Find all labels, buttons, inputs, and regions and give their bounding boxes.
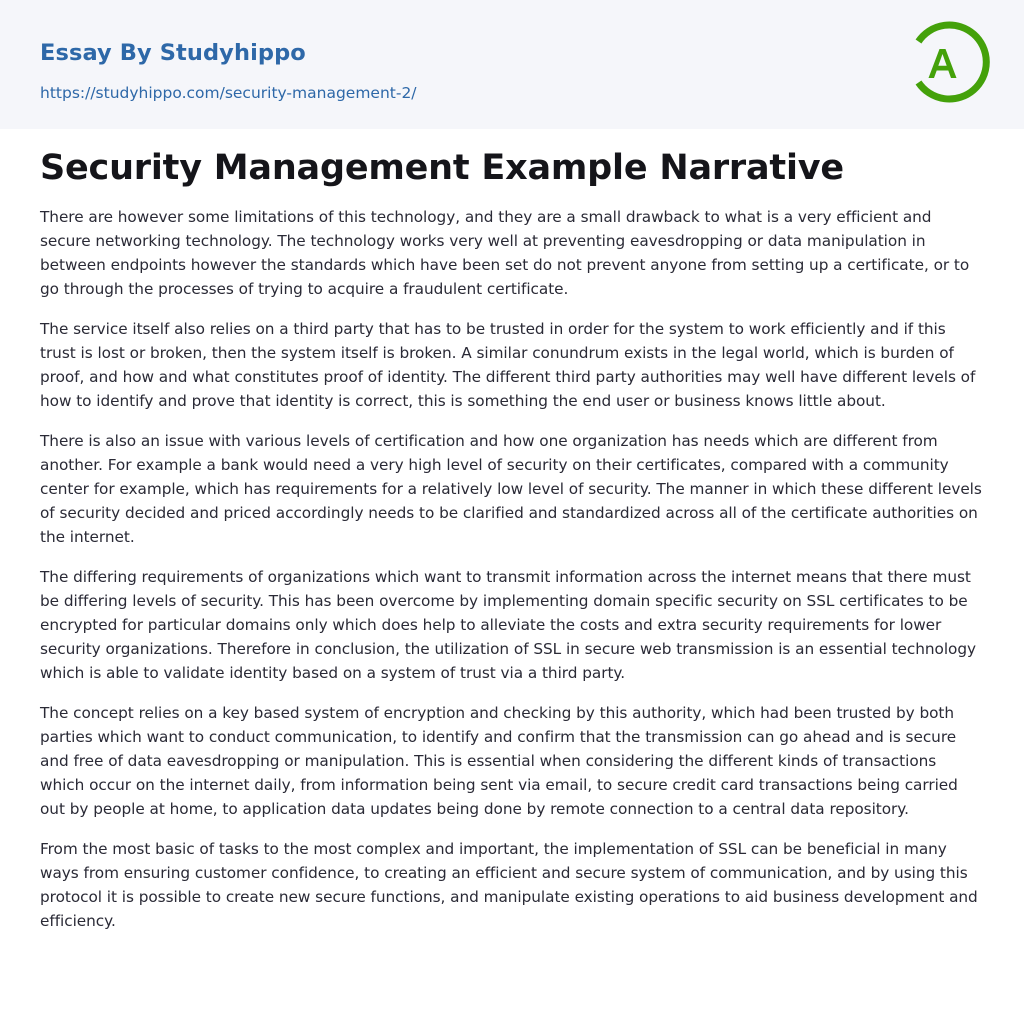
- essay-paragraph: The concept relies on a key based system of encryption and checking by this authority, which had been trusted by both parties which want to conduct communication, to identify and confirm that the transmission can go ahead and is secure and free of data eavesdropping or manipulation. This is essential when considering the different kinds of transactions which occur on the internet daily, from information being sent via email, to secure credit card transactions being carried out by people at home, to application data updates being done by remote connection to a central data repository.: [40, 704, 958, 818]
- site-title: Essay By Studyhippo: [40, 40, 306, 66]
- essay-paragraph: The differing requirements of organizations which want to transmit information across the internet means that there must be differing levels of security. This has been overcome by implementing domain specific security on SSL certificates to be encrypted for particular domains only which does help to alleviate the costs and extra security requirements for lower security organizations. Therefore in conclusion, the utilization of SSL in secure web transmission is an essential technology which is able to validate identity based on a system of trust via a third party.: [40, 568, 977, 682]
- page-title: Security Management Example Narrative: [40, 148, 844, 188]
- essay-paragraph: There are however some limitations of this technology, and they are a small drawback to what is a very efficient and secure networking technology. The technology works very well at preventing eavesdropping or data manipulation in between endpoints however the standards which have been set do not prevent anyone from setting up a certificate, or to go through the processes of trying to acquire a fraudulent certificate.: [40, 208, 970, 298]
- studyhippo-logo-icon[interactable]: [906, 17, 992, 107]
- essay-paragraph: From the most basic of tasks to the most complex and important, the implementation of SSL can be beneficial in many ways from ensuring customer confidence, to creating an efficient and secure system of communication, and by using this protocol it is possible to create new secure functions, and manipulate existing operations to aid business development and efficiency.: [40, 840, 978, 930]
- essay-url-link[interactable]: https://studyhippo.com/security-management-2/: [40, 84, 417, 102]
- essay-content: [0, 129, 1024, 933]
- site-header: [0, 0, 1024, 129]
- essay-paragraph: The service itself also relies on a third party that has to be trusted in order for the system to work efficiently and if this trust is lost or broken, then the system itself is broken. A similar conundrum exists in the legal world, which is burden of proof, and how and what constitutes proof of identity. The different third party authorities may well have different levels of how to identify and prove that identity is correct, this is something the end user or business knows little about.: [40, 320, 976, 410]
- essay-paragraph: There is also an issue with various levels of certification and how one organization has needs which are different from another. For example a bank would need a very high level of security on their certificates, compared with a community center for example, which has requirements for a relatively low level of security. The manner in which these different levels of security decided and priced accordingly needs to be clarified and standardized across all of the certificate authorities on the internet.: [40, 432, 982, 546]
